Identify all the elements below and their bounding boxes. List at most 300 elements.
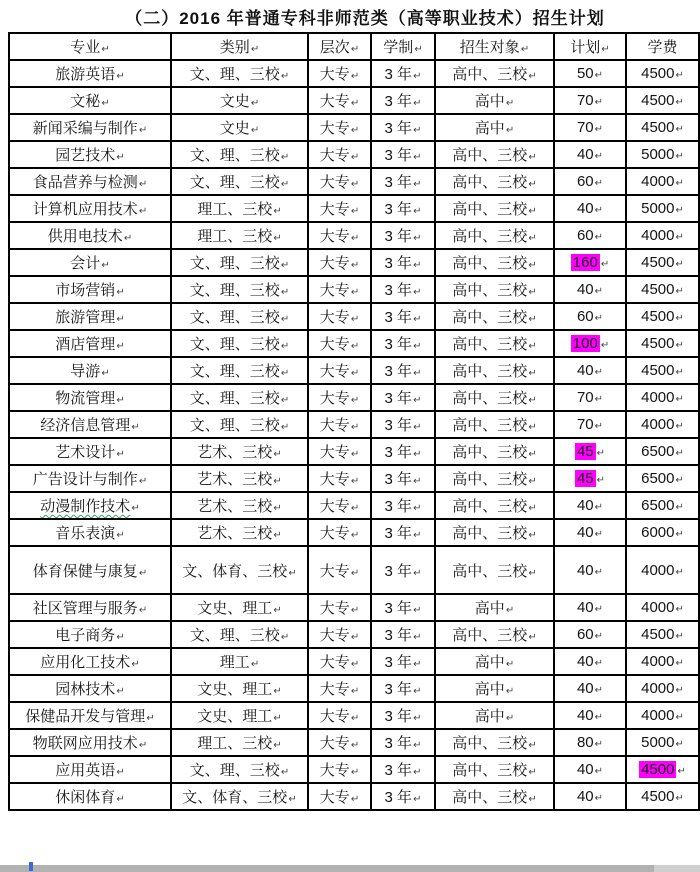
return-mark-icon: ↵ xyxy=(520,44,530,55)
return-mark-icon: ↵ xyxy=(677,766,686,777)
cell-major xyxy=(9,114,171,141)
cell-level xyxy=(308,729,371,756)
table-row xyxy=(9,729,699,756)
return-mark-icon: ↵ xyxy=(505,713,515,724)
cell-value: 会计 xyxy=(70,255,101,272)
cell-value: 3 年 xyxy=(384,444,413,461)
return-mark-icon: ↵ xyxy=(280,632,290,643)
return-mark-icon: ↵ xyxy=(138,567,148,579)
cell-value: 3 年 xyxy=(384,417,413,434)
cell-value: 大专 xyxy=(319,66,350,83)
return-mark-icon: ↵ xyxy=(675,793,684,804)
cell-category xyxy=(171,729,308,756)
header-label: 计划 xyxy=(570,39,601,56)
cell-value: 艺术、三校 xyxy=(197,525,273,542)
cell-fee xyxy=(626,648,699,675)
cell-plan xyxy=(554,114,626,141)
cell-value: 市场营销 xyxy=(55,282,116,299)
return-mark-icon: ↵ xyxy=(413,713,422,724)
return-mark-icon: ↵ xyxy=(413,341,422,352)
table-row xyxy=(9,519,699,546)
cell-level xyxy=(308,384,371,411)
cell-value: 40 xyxy=(576,146,594,163)
cell-value: 新闻采编与制作 xyxy=(32,120,138,137)
cell-value: 60 xyxy=(576,227,594,244)
cell-level xyxy=(308,783,371,810)
cell-plan xyxy=(554,783,626,810)
table-row xyxy=(9,411,699,438)
cell-duration xyxy=(371,702,435,729)
cell-major xyxy=(9,756,171,783)
cell-level xyxy=(308,141,371,168)
return-mark-icon: ↵ xyxy=(138,179,148,190)
cell-value: 旅游英语 xyxy=(55,66,116,83)
return-mark-icon: ↵ xyxy=(350,206,360,217)
return-mark-icon: ↵ xyxy=(528,260,537,271)
cell-value: 3 年 xyxy=(384,498,413,515)
return-mark-icon: ↵ xyxy=(350,449,360,460)
cell-value: 文、理、三校 xyxy=(189,174,280,191)
cell-fee xyxy=(626,411,699,438)
return-mark-icon: ↵ xyxy=(138,605,148,616)
cell-level xyxy=(308,222,371,249)
return-mark-icon: ↵ xyxy=(280,314,290,325)
return-mark-icon: ↵ xyxy=(273,530,282,541)
cell-plan xyxy=(554,384,626,411)
return-mark-icon: ↵ xyxy=(505,605,515,616)
cell-value: 文、理、三校 xyxy=(189,627,280,644)
cell-value: 4000 xyxy=(641,561,675,579)
cell-value: 高中、三校 xyxy=(452,627,528,644)
return-mark-icon: ↵ xyxy=(413,476,422,487)
return-mark-icon: ↵ xyxy=(273,740,282,751)
cell-value: 文、理、三校 xyxy=(189,66,280,83)
cell-value: 3 年 xyxy=(384,336,413,353)
cell-value: 高中、三校 xyxy=(452,282,528,299)
cell-value: 文史 xyxy=(219,120,250,137)
cell-category xyxy=(171,492,308,519)
cell-value: 文史、理工 xyxy=(197,708,273,725)
header-cell-duration xyxy=(371,33,435,60)
cell-duration xyxy=(371,114,435,141)
return-mark-icon: ↵ xyxy=(350,125,360,136)
cell-plan xyxy=(554,249,626,276)
return-mark-icon: ↵ xyxy=(601,44,610,55)
return-mark-icon: ↵ xyxy=(528,503,537,514)
cell-value: 物流管理 xyxy=(55,390,116,407)
return-mark-icon: ↵ xyxy=(273,686,282,697)
return-mark-icon: ↵ xyxy=(413,71,422,82)
cell-value: 大专 xyxy=(319,390,350,407)
cell-major xyxy=(9,168,171,195)
cell-duration xyxy=(371,594,435,621)
document-edge-strip xyxy=(0,865,700,872)
cell-value: 4500 xyxy=(641,281,675,298)
cell-category xyxy=(171,594,308,621)
cell-major xyxy=(9,519,171,546)
return-mark-icon: ↵ xyxy=(413,422,422,433)
cell-value: 高中、三校 xyxy=(452,789,528,806)
cell-duration xyxy=(371,60,435,87)
cell-value: 园艺技术 xyxy=(55,147,116,164)
table-row xyxy=(9,168,699,195)
cell-major xyxy=(9,492,171,519)
return-mark-icon: ↵ xyxy=(101,260,110,271)
return-mark-icon: ↵ xyxy=(675,178,684,189)
cell-fee xyxy=(626,87,699,114)
return-mark-icon: ↵ xyxy=(250,125,260,136)
cell-fee xyxy=(626,465,699,492)
cell-value: 70 xyxy=(576,416,594,433)
return-mark-icon: ↵ xyxy=(350,713,360,724)
cell-category xyxy=(171,276,308,303)
cell-fee xyxy=(626,594,699,621)
cell-value: 保健品开发与管理 xyxy=(25,708,146,725)
return-mark-icon: ↵ xyxy=(505,98,515,109)
return-mark-icon: ↵ xyxy=(413,233,422,244)
cell-value: 文、理、三校 xyxy=(189,336,280,353)
return-mark-icon: ↵ xyxy=(413,179,422,190)
cell-plan xyxy=(554,411,626,438)
return-mark-icon: ↵ xyxy=(101,368,110,379)
cell-fee xyxy=(626,756,699,783)
cell-value: 文秘 xyxy=(70,93,101,110)
cell-value: 4500 xyxy=(641,92,675,109)
return-mark-icon: ↵ xyxy=(116,632,125,643)
return-mark-icon: ↵ xyxy=(675,566,684,578)
cell-value: 5000 xyxy=(641,146,675,163)
cell-value: 高中、三校 xyxy=(452,66,528,83)
return-mark-icon: ↵ xyxy=(528,206,537,217)
cell-fee xyxy=(626,60,699,87)
return-mark-icon: ↵ xyxy=(350,314,360,325)
cell-value: 3 年 xyxy=(384,282,413,299)
cell-value: 3 年 xyxy=(384,525,413,542)
cell-value: 大专 xyxy=(319,336,350,353)
cell-value: 3 年 xyxy=(384,627,413,644)
return-mark-icon: ↵ xyxy=(528,530,537,541)
return-mark-icon: ↵ xyxy=(413,767,422,778)
cell-category xyxy=(171,411,308,438)
cell-category xyxy=(171,87,308,114)
return-mark-icon: ↵ xyxy=(675,340,684,351)
return-mark-icon: ↵ xyxy=(280,767,290,778)
cell-value: 3 年 xyxy=(384,600,413,617)
header-label: 招生对象 xyxy=(459,39,520,56)
return-mark-icon: ↵ xyxy=(350,530,360,541)
cell-value: 艺术、三校 xyxy=(197,444,273,461)
cell-value: 大专 xyxy=(319,228,350,245)
return-mark-icon: ↵ xyxy=(594,232,604,243)
cell-major xyxy=(9,729,171,756)
return-mark-icon: ↵ xyxy=(594,529,604,540)
return-mark-icon: ↵ xyxy=(675,421,684,432)
cell-fee xyxy=(626,438,699,465)
cell-value: 3 年 xyxy=(384,681,413,698)
cell-value: 4500 xyxy=(641,119,675,136)
cell-value: 大专 xyxy=(319,627,350,644)
cell-value: 高中、三校 xyxy=(452,174,528,191)
cell-category xyxy=(171,621,308,648)
table-body xyxy=(9,60,699,810)
table-header xyxy=(9,33,699,60)
cell-target xyxy=(435,276,554,303)
cell-value: 计算机应用技术 xyxy=(32,201,138,218)
cell-target xyxy=(435,756,554,783)
cell-value: 高中、三校 xyxy=(452,228,528,245)
cell-value: 大专 xyxy=(319,255,350,272)
return-mark-icon: ↵ xyxy=(675,151,684,162)
cell-value: 40 xyxy=(576,200,594,217)
cell-value: 3 年 xyxy=(384,201,413,218)
cell-value: 大专 xyxy=(319,789,350,806)
cell-value: 3 年 xyxy=(384,562,413,580)
page-title: （二）2016 年普通专科非师范类（高等职业技术）招生计划 xyxy=(125,9,605,28)
cell-value: 理工、三校 xyxy=(197,228,273,245)
cell-value: 应用英语 xyxy=(55,762,116,779)
header-cell-category xyxy=(171,33,308,60)
cell-value: 40 xyxy=(576,599,594,616)
return-mark-icon: ↵ xyxy=(350,368,360,379)
return-mark-icon: ↵ xyxy=(594,313,604,324)
cell-target xyxy=(435,330,554,357)
table-row xyxy=(9,546,699,594)
return-mark-icon: ↵ xyxy=(413,503,422,514)
return-mark-icon: ↵ xyxy=(675,259,684,270)
return-mark-icon: ↵ xyxy=(131,503,140,514)
cell-duration xyxy=(371,675,435,702)
return-mark-icon: ↵ xyxy=(273,713,282,724)
cell-value: 文、体育、三校 xyxy=(182,789,288,806)
cell-value: 园林技术 xyxy=(55,681,116,698)
cell-value: 3 年 xyxy=(384,66,413,83)
cell-fee xyxy=(626,492,699,519)
table-row xyxy=(9,594,699,621)
header-cell-target xyxy=(435,33,554,60)
cell-fee xyxy=(626,357,699,384)
cell-value: 高中、三校 xyxy=(452,562,528,580)
cell-value: 60 xyxy=(576,626,594,643)
cell-value: 3 年 xyxy=(384,735,413,752)
cell-category xyxy=(171,675,308,702)
cell-level xyxy=(308,87,371,114)
return-mark-icon: ↵ xyxy=(413,287,422,298)
return-mark-icon: ↵ xyxy=(101,98,110,109)
cell-level xyxy=(308,249,371,276)
header-cell-plan xyxy=(554,33,626,60)
cell-major xyxy=(9,465,171,492)
return-mark-icon: ↵ xyxy=(273,449,282,460)
cell-value: 3 年 xyxy=(384,762,413,779)
return-mark-icon: ↵ xyxy=(528,71,537,82)
return-mark-icon: ↵ xyxy=(116,449,125,460)
return-mark-icon: ↵ xyxy=(505,125,515,136)
return-mark-icon: ↵ xyxy=(414,44,423,55)
cell-value: 3 年 xyxy=(384,174,413,191)
cell-value: 高中 xyxy=(474,600,505,617)
cell-level xyxy=(308,168,371,195)
return-mark-icon: ↵ xyxy=(273,233,282,244)
cell-value: 理工 xyxy=(219,654,250,671)
cell-value: 4500 xyxy=(641,65,675,82)
cell-plan xyxy=(554,675,626,702)
cell-target xyxy=(435,729,554,756)
return-mark-icon: ↵ xyxy=(594,793,604,804)
return-mark-icon: ↵ xyxy=(675,448,684,459)
return-mark-icon: ↵ xyxy=(116,686,125,697)
cell-value: 高中 xyxy=(474,93,505,110)
cell-plan xyxy=(554,756,626,783)
return-mark-icon: ↵ xyxy=(116,530,125,541)
return-mark-icon: ↵ xyxy=(350,233,360,244)
cell-value: 4000 xyxy=(641,653,675,670)
cell-fee xyxy=(626,675,699,702)
return-mark-icon: ↵ xyxy=(350,740,360,751)
return-mark-icon: ↵ xyxy=(675,502,684,513)
return-mark-icon: ↵ xyxy=(594,70,604,81)
cell-value: 40 xyxy=(576,561,594,579)
cell-value: 50 xyxy=(576,65,594,82)
return-mark-icon: ↵ xyxy=(350,794,360,805)
cell-value: 3 年 xyxy=(384,228,413,245)
cell-major xyxy=(9,702,171,729)
cell-value: 高中、三校 xyxy=(452,201,528,218)
table-row xyxy=(9,276,699,303)
cell-fee xyxy=(626,519,699,546)
return-mark-icon: ↵ xyxy=(528,767,537,778)
cell-major xyxy=(9,411,171,438)
cell-category xyxy=(171,546,308,594)
cell-category xyxy=(171,519,308,546)
cell-fee xyxy=(626,546,699,594)
return-mark-icon: ↵ xyxy=(350,659,360,670)
cell-target xyxy=(435,594,554,621)
cell-value: 电子商务 xyxy=(55,627,116,644)
return-mark-icon: ↵ xyxy=(675,286,684,297)
cell-level xyxy=(308,492,371,519)
cell-level xyxy=(308,60,371,87)
table-row xyxy=(9,357,699,384)
cell-major xyxy=(9,675,171,702)
return-mark-icon: ↵ xyxy=(138,125,148,136)
cell-level xyxy=(308,330,371,357)
cell-category xyxy=(171,222,308,249)
cell-fee xyxy=(626,141,699,168)
cell-value: 高中、三校 xyxy=(452,762,528,779)
cell-plan xyxy=(554,519,626,546)
cell-value: 大专 xyxy=(319,120,350,137)
cell-duration xyxy=(371,357,435,384)
return-mark-icon: ↵ xyxy=(528,567,537,579)
cell-category xyxy=(171,702,308,729)
return-mark-icon: ↵ xyxy=(413,314,422,325)
cell-major xyxy=(9,621,171,648)
return-mark-icon: ↵ xyxy=(273,476,282,487)
cell-major xyxy=(9,276,171,303)
cell-value: 3 年 xyxy=(384,654,413,671)
return-mark-icon: ↵ xyxy=(594,739,604,750)
cell-duration xyxy=(371,756,435,783)
cell-value: 3 年 xyxy=(384,789,413,806)
table-row xyxy=(9,303,699,330)
cell-value: 大专 xyxy=(319,201,350,218)
cell-major xyxy=(9,195,171,222)
cell-target xyxy=(435,87,554,114)
return-mark-icon: ↵ xyxy=(594,566,604,578)
cell-value: 高中、三校 xyxy=(452,255,528,272)
cell-level xyxy=(308,114,371,141)
table-row xyxy=(9,60,699,87)
cell-level xyxy=(308,357,371,384)
cell-category xyxy=(171,648,308,675)
cell-plan xyxy=(554,702,626,729)
return-mark-icon: ↵ xyxy=(123,233,133,244)
cell-value: 6500 xyxy=(641,470,675,487)
table-row xyxy=(9,384,699,411)
cell-value: 艺术、三校 xyxy=(197,471,273,488)
cell-value: 4000 xyxy=(641,227,675,244)
return-mark-icon: ↵ xyxy=(528,632,537,643)
return-mark-icon: ↵ xyxy=(280,287,290,298)
cell-value: 高中、三校 xyxy=(452,363,528,380)
table-row xyxy=(9,756,699,783)
return-mark-icon: ↵ xyxy=(413,368,422,379)
cell-value: 4000 xyxy=(641,173,675,190)
cell-duration xyxy=(371,519,435,546)
cell-level xyxy=(308,546,371,594)
return-mark-icon: ↵ xyxy=(675,70,684,81)
cell-value: 3 年 xyxy=(384,309,413,326)
header-label: 层次 xyxy=(319,39,350,56)
cell-value: 大专 xyxy=(319,147,350,164)
header-row xyxy=(9,33,699,60)
cell-level xyxy=(308,702,371,729)
cell-target xyxy=(435,492,554,519)
return-mark-icon: ↵ xyxy=(675,604,684,615)
cell-value: 40 xyxy=(576,362,594,379)
return-mark-icon: ↵ xyxy=(131,422,140,433)
cell-category xyxy=(171,438,308,465)
return-mark-icon: ↵ xyxy=(350,767,360,778)
cell-value: 4000 xyxy=(641,680,675,697)
cell-category xyxy=(171,357,308,384)
cell-value: 4500 xyxy=(641,335,675,352)
cell-duration xyxy=(371,648,435,675)
cell-value: 大专 xyxy=(319,174,350,191)
cell-duration xyxy=(371,492,435,519)
return-mark-icon: ↵ xyxy=(594,178,604,189)
cell-target xyxy=(435,195,554,222)
cell-value: 40 xyxy=(576,281,594,298)
cell-value: 大专 xyxy=(319,708,350,725)
cell-value: 4500 xyxy=(641,761,675,778)
return-mark-icon: ↵ xyxy=(250,659,260,670)
return-mark-icon: ↵ xyxy=(675,739,684,750)
return-mark-icon: ↵ xyxy=(288,567,297,579)
cell-duration xyxy=(371,438,435,465)
cell-major xyxy=(9,648,171,675)
return-mark-icon: ↵ xyxy=(413,395,422,406)
cell-category xyxy=(171,465,308,492)
cell-value: 文、体育、三校 xyxy=(182,562,288,580)
table-row xyxy=(9,330,699,357)
cell-duration xyxy=(371,729,435,756)
return-mark-icon: ↵ xyxy=(594,205,604,216)
return-mark-icon: ↵ xyxy=(600,259,610,270)
return-mark-icon: ↵ xyxy=(413,530,422,541)
cell-level xyxy=(308,411,371,438)
document-edge-strip-light xyxy=(654,865,700,872)
